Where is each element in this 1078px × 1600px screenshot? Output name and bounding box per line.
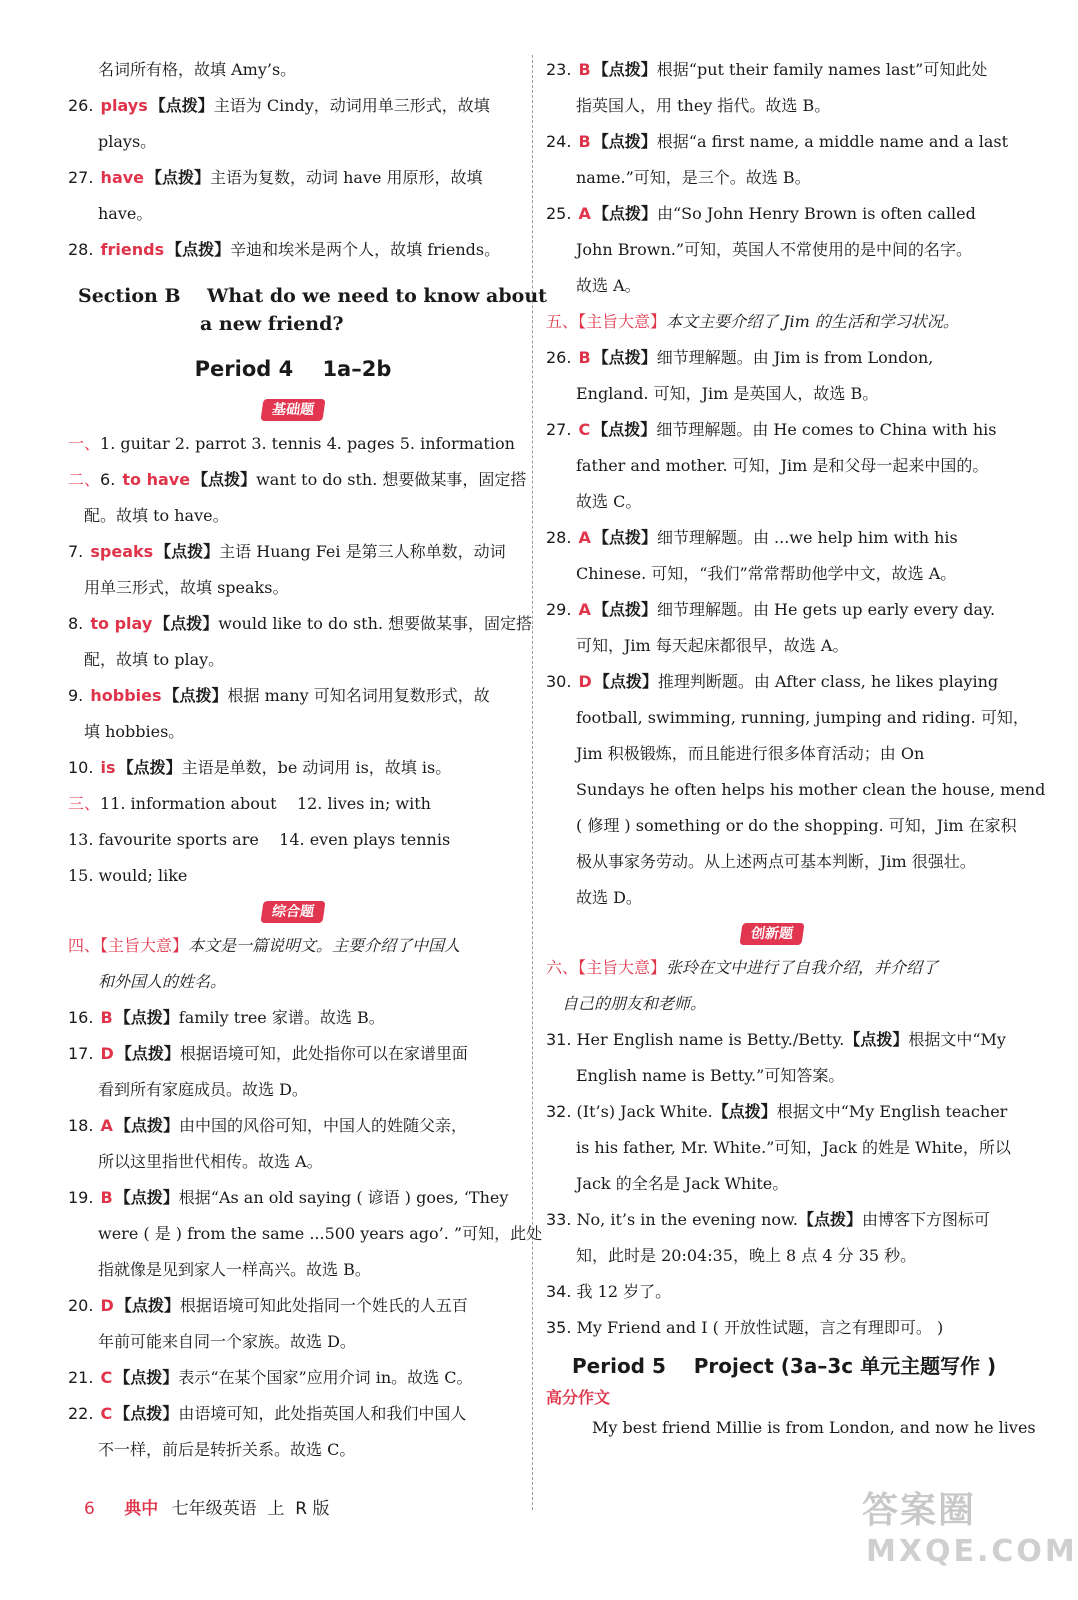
- right-column: [546, 52, 1046, 1446]
- answer-line: 名词所有格，故填 Amy’s。: [98, 60, 297, 79]
- answer-line: were ( 是 ) from the same ...500 years ago’. ”可知，此处: [98, 1224, 543, 1243]
- watermark: 答案圈: [862, 1490, 977, 1531]
- answer-line: 配，故填 to play。: [84, 650, 225, 669]
- left-column: [68, 52, 547, 1468]
- essay-label: 高分作文: [546, 1388, 611, 1407]
- answer-32: 32. (It’s) Jack White.【点拨】根据文中“My English teacher: [546, 1102, 1008, 1121]
- answer-29: 29. A 【点拨】细节理解题。由 He gets up early every day.: [546, 600, 996, 619]
- answer-line: is his father, Mr. White.”可知，Jack 的姓是 White，所以: [576, 1138, 1011, 1157]
- answer-30: 30. D 【点拨】推理判断题。由 After class, he likes playing: [546, 672, 999, 691]
- part-1: 一、1. guitar 2. parrot 3. tennis 4. pages 5. information: [68, 434, 515, 453]
- answer-line: Jack 的全名是 Jack White。: [576, 1174, 789, 1193]
- page-footer: [84, 1494, 329, 1519]
- answer-28: 28. friends 【点拨】辛迪和埃米是两个人，故填 friends。: [68, 240, 501, 259]
- answer-9: 9. hobbies 【点拨】根据 many 可知名词用复数形式，故: [68, 686, 490, 705]
- answer-line: 可知，Jim 每天起床都很早，故选 A。: [576, 636, 849, 655]
- brand-logo: 典中: [124, 1499, 159, 1519]
- answer-28r: 28. A 【点拨】细节理解题。由 ...we help him with his: [546, 528, 958, 547]
- answer-line: father and mother. 可知，Jim 是和父母一起来中国的。: [576, 456, 989, 475]
- period-5-title: Period 5 Project (3a–3c 单元主题写作 ): [572, 1354, 997, 1378]
- answer-27r: 27. C 【点拨】细节理解题。由 He comes to China with his: [546, 420, 997, 439]
- answer-line: Jim 积极锻炼，而且能进行很多体育活动；由 On: [576, 744, 925, 763]
- answer-line: 不一样，前后是转折关系。故选 C。: [98, 1440, 356, 1459]
- answer-25: 25. A 【点拨】由“So John Henry Brown is often called: [546, 204, 976, 223]
- section-heading: Section B What do we need to know about: [78, 285, 547, 307]
- answer-line: 指英国人，用 they 指代。故选 B。: [576, 96, 831, 115]
- answer-line: 13. favourite sports are 14. even plays tennis: [68, 830, 451, 849]
- answer-line: 极从事家务劳动。从上述两点可基本判断，Jim 很强壮。: [576, 852, 976, 871]
- answer-line: 填 hobbies。: [84, 722, 185, 741]
- answer-line: 自己的朋友和老师。: [562, 994, 707, 1013]
- answer-line: 15. would; like: [68, 866, 188, 885]
- answer-line: 和外国人的姓名。: [98, 972, 227, 991]
- answer-20: 20. D 【点拨】根据语境可知此处指同一个姓氏的人五百: [68, 1296, 468, 1315]
- part-4: 四、【主旨大意】本文是一篇说明文。主要介绍了中国人: [68, 936, 461, 955]
- answer-line: name.”可知，是三个。故选 B。: [576, 168, 811, 187]
- answer-22: 22. C 【点拨】由语境可知，此处指英国人和我们中国人: [68, 1404, 467, 1423]
- part-5: 五、【主旨大意】本文主要介绍了 Jim 的生活和学习状况。: [546, 312, 959, 331]
- answer-19: 19. B 【点拨】根据“As an old saying ( 谚语 ) goes, ‘They: [68, 1188, 509, 1207]
- part-6: 六、【主旨大意】张玲在文中进行了自我介绍，并介绍了: [546, 958, 939, 977]
- answer-line: have。: [98, 204, 153, 223]
- page-number: 6: [84, 1499, 95, 1519]
- answer-line: plays。: [98, 132, 157, 151]
- badge-basic: 基础题: [68, 392, 518, 426]
- answer-line: 年前可能来自同一个家族。故选 D。: [98, 1332, 356, 1351]
- answer-line: Sundays he often helps his mother clean the house, mend: [576, 780, 1046, 799]
- answer-line: 故选 D。: [576, 888, 642, 907]
- answer-line: Chinese. 可知，“我们”常常帮助他学中文，故选 A。: [576, 564, 957, 583]
- answer-23: 23. B 【点拨】根据“put their family names last”可知此处: [546, 60, 988, 79]
- answer-line: 用单三形式，故填 speaks。: [84, 578, 289, 597]
- answer-31: 31. Her English name is Betty./Betty.【点拨】根据文中“My: [546, 1030, 1006, 1049]
- answer-line: 看到所有家庭成员。故选 D。: [98, 1080, 308, 1099]
- essay-line: My best friend Millie is from London, and now he lives: [592, 1418, 1036, 1437]
- answer-33: 33. No, it’s in the evening now.【点拨】由博客下方图标可: [546, 1210, 990, 1229]
- badge-comprehensive: 综合题: [68, 894, 518, 928]
- answer-34: 34. 我 12 岁了。: [546, 1282, 672, 1301]
- answer-line: 知，此时是 20:04:35，晚上 8 点 4 分 35 秒。: [576, 1246, 917, 1265]
- answer-21: 21. C 【点拨】表示“在某个国家”应用介词 in。故选 C。: [68, 1368, 473, 1387]
- answer-line: 配。故填 to have。: [84, 506, 229, 525]
- answer-line: John Brown.”可知，英国人不常使用的是中间的名字。: [576, 240, 973, 259]
- answer-8: 8. to play 【点拨】would like to do sth. 想要做某事，固定搭: [68, 614, 533, 633]
- period-title: Period 4 1a–2b: [194, 357, 392, 381]
- answer-line: 故选 C。: [576, 492, 642, 511]
- answer-10: 10. is 【点拨】主语是单数，be 动词用 is，故填 is。: [68, 758, 452, 777]
- section-heading-cont: a new friend?: [200, 313, 344, 335]
- answer-26: 26. plays 【点拨】主语为 Cindy，动词用单三形式，故填: [68, 96, 490, 115]
- answer-16: 16. B 【点拨】family tree 家谱。故选 B。: [68, 1008, 385, 1027]
- book-title: 七年级英语 上 R 版: [171, 1499, 330, 1519]
- part-3: 三、11. information about 12. lives in; with: [68, 794, 431, 813]
- watermark-url: MXQE.COM: [866, 1534, 1078, 1569]
- answer-18: 18. A 【点拨】由中国的风俗可知，中国人的姓随父亲，: [68, 1116, 467, 1135]
- answer-line: football, swimming, running, jumping and riding. 可知，: [576, 708, 1029, 727]
- answer-line: England. 可知，Jim 是英国人，故选 B。: [576, 384, 879, 403]
- answer-24: 24. B 【点拨】根据“a first name, a middle name and a last: [546, 132, 1009, 151]
- answer-line: 所以这里指世代相传。故选 A。: [98, 1152, 323, 1171]
- badge-innovation: 创新题: [546, 916, 998, 950]
- answer-27: 27. have 【点拨】主语为复数，动词 have 用原形，故填: [68, 168, 483, 187]
- answer-17: 17. D 【点拨】根据语境可知，此处指你可以在家谱里面: [68, 1044, 468, 1063]
- answer-line: 故选 A。: [576, 276, 641, 295]
- answer-line: ( 修理 ) something or do the shopping. 可知，Jim 在家积: [576, 816, 1017, 835]
- answer-6: 二、6. to have 【点拨】want to do sth. 想要做某事，固定搭: [68, 470, 527, 489]
- column-divider: [532, 55, 533, 1510]
- answer-35: 35. My Friend and I ( 开放性试题，言之有理即可。 ): [546, 1318, 944, 1337]
- answer-line: 指就像是见到家人一样高兴。故选 B。: [98, 1260, 371, 1279]
- answer-7: 7. speaks 【点拨】主语 Huang Fei 是第三人称单数，动词: [68, 542, 506, 561]
- answer-26r: 26. B 【点拨】细节理解题。由 Jim is from London,: [546, 348, 934, 367]
- answer-line: English name is Betty.”可知答案。: [576, 1066, 845, 1085]
